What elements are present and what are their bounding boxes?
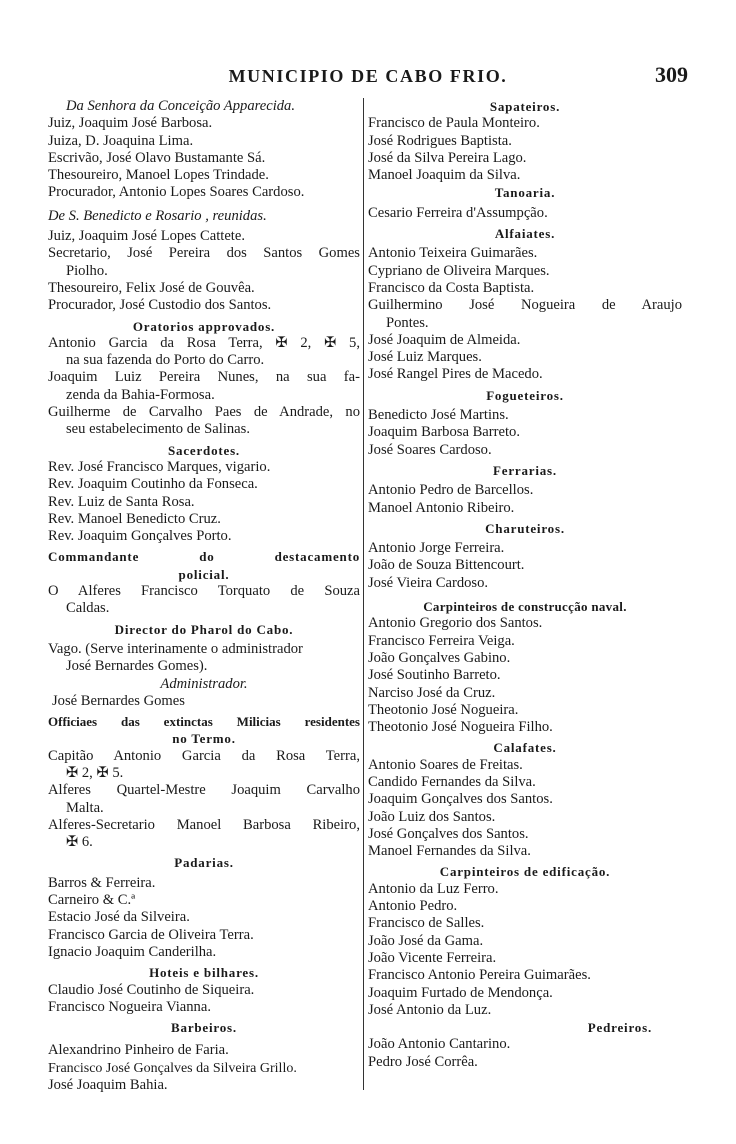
- list-item: Francisco Garcia de Oliveira Terra.: [48, 926, 254, 943]
- heading-milicias-cont: no Termo.: [172, 731, 236, 747]
- list-item: Guilherme de Carvalho Paes de Andrade, no: [48, 404, 360, 421]
- list-item: Antonio Gregorio dos Santos.: [368, 615, 543, 632]
- list-item: Francisco Nogueira Vianna.: [48, 998, 211, 1015]
- list-item: João Gonçalves Gabino.: [368, 649, 511, 666]
- list-item: Theotonio José Nogueira Filho.: [368, 719, 553, 736]
- list-item: Procurador, José Custodio dos Santos.: [48, 297, 272, 314]
- list-item: Francisco da Costa Baptista.: [368, 279, 535, 296]
- list-item: Francisco Ferreira Veiga.: [368, 632, 515, 649]
- list-item: Joaquim Barbosa Barreto.: [368, 424, 520, 441]
- list-item: Rev. Joaquim Coutinho da Fonseca.: [48, 476, 258, 493]
- list-item: Ignacio Joaquim Canderilha.: [48, 943, 217, 960]
- heading-fogueteiros: Fogueteiros.: [486, 387, 564, 403]
- heading-sacerdotes: Sacerdotes.: [168, 442, 240, 458]
- heading-ferrarias: Ferrarias.: [493, 462, 557, 478]
- list-item: Benedicto José Martins.: [368, 407, 509, 424]
- list-item: João de Souza Bittencourt.: [368, 557, 525, 574]
- list-item: Manoel Joaquim da Silva.: [368, 167, 521, 184]
- list-item: Rev. Joaquim Gonçalves Porto.: [48, 528, 232, 545]
- list-item: ✠ 6.: [66, 834, 93, 851]
- list-item: João José da Gama.: [368, 932, 484, 949]
- heading-calafates: Calafates.: [493, 740, 557, 756]
- list-item: Capitão Antonio Garcia da Rosa Terra,: [48, 747, 360, 764]
- list-item: João Antonio Cantarino.: [368, 1036, 511, 1053]
- list-item: Barros & Ferreira.: [48, 874, 156, 891]
- heading-alfaiates: Alfaiates.: [494, 226, 556, 242]
- list-item: Caldas.: [66, 600, 110, 617]
- list-item: José da Silva Pereira Lago.: [368, 149, 527, 166]
- list-item: Piolho.: [66, 262, 108, 279]
- section-title-benedicto: De S. Benedicto e Rosario , reunidas.: [48, 207, 267, 224]
- list-item: Antonio Teixeira Guimarães.: [368, 245, 538, 262]
- list-item: Guilhermino José Nogueira de Araujo: [368, 297, 682, 314]
- list-item: Juiz, Joaquim José Barbosa.: [48, 115, 213, 132]
- list-item: José Rangel Pires de Macedo.: [368, 366, 543, 383]
- list-item: Manoel Fernandes da Silva.: [368, 843, 531, 860]
- list-item: seu estabelecimento de Salinas.: [66, 421, 250, 438]
- list-item: Pedro José Corrêa.: [368, 1053, 478, 1070]
- list-item: Antonio Soares de Freitas.: [368, 756, 523, 773]
- heading-milicias: Officiaes das extinctas Milicias residentes: [48, 714, 360, 730]
- list-item: Joaquim Luiz Pereira Nunes, na sua fa-: [48, 369, 360, 386]
- list-item: José Luiz Marques.: [368, 349, 482, 366]
- heading-commandante: Commandante do destacamento: [48, 549, 360, 565]
- list-item: Joaquim Gonçalves dos Santos.: [368, 791, 553, 808]
- list-item: José Bernardes Gomes).: [66, 658, 208, 675]
- list-item: José Rodrigues Baptista.: [368, 132, 512, 149]
- heading-carpinteiros-edificacao: Carpinteiros de edificação.: [439, 864, 611, 880]
- list-item: Juiz, Joaquim José Lopes Cattete.: [48, 228, 245, 245]
- list-item: Cesario Ferreira d'Assumpção.: [368, 204, 548, 221]
- list-item: Thesoureiro, Manoel Lopes Trindade.: [48, 167, 269, 184]
- list-item: Antonio Pedro.: [368, 898, 458, 915]
- list-item: Joaquim Furtado de Mendonça.: [368, 984, 553, 1001]
- list-item: O Alferes Francisco Torquato de Souza: [48, 583, 360, 600]
- list-item: Francisco Antonio Pereira Guimarães.: [368, 967, 591, 984]
- list-item: José Bernardes Gomes: [52, 692, 185, 709]
- list-item: José Joaquim de Almeida.: [368, 331, 521, 348]
- heading-carpinteiros-naval: Carpinteiros de construcção naval.: [423, 599, 627, 615]
- list-item: Antonio Garcia da Rosa Terra, ✠ 2, ✠ 5,: [48, 334, 360, 351]
- list-item: Narciso José da Cruz.: [368, 684, 496, 701]
- list-item: Francisco de Paula Monteiro.: [368, 115, 540, 132]
- list-item: Antonio da Luz Ferro.: [368, 880, 499, 897]
- page-header: [48, 62, 688, 92]
- list-item: Rev. José Francisco Marques, vigario.: [48, 458, 271, 475]
- list-item: Pontes.: [386, 314, 429, 331]
- heading-charuteiros: Charuteiros.: [485, 520, 565, 536]
- list-item: Theotonio José Nogueira.: [368, 701, 519, 718]
- heading-sapateiros: Sapateiros.: [489, 99, 561, 114]
- right-column: [368, 98, 682, 1071]
- list-item: Escrivão, José Olavo Bustamante Sá.: [48, 149, 266, 166]
- list-item: Rev. Luiz de Santa Rosa.: [48, 493, 195, 510]
- list-item: Antonio Pedro de Barcellos.: [368, 482, 534, 499]
- list-item: Alferes-Secretario Manoel Barbosa Ribeiro,: [48, 816, 360, 833]
- list-item: Francisco José Gonçalves da Silveira Grillo.: [48, 1060, 297, 1076]
- list-item: zenda da Bahia-Formosa.: [66, 386, 215, 403]
- list-item: Procurador, Antonio Lopes Soares Cardoso.: [48, 184, 305, 201]
- list-item: José Soutinho Barreto.: [368, 667, 501, 684]
- column-divider: [363, 98, 364, 1090]
- list-item: Antonio Jorge Ferreira.: [368, 540, 505, 557]
- list-item: Francisco de Salles.: [368, 915, 485, 932]
- list-item: na sua fazenda do Porto do Carro.: [66, 352, 265, 369]
- heading-padarias: Padarias.: [174, 855, 234, 871]
- list-item: João Luiz dos Santos.: [368, 808, 496, 825]
- list-item: Secretario, José Pereira dos Santos Gomes: [48, 245, 360, 262]
- list-item: José Antonio da Luz.: [368, 1001, 492, 1018]
- heading-hoteis: Hoteis e bilhares.: [149, 965, 259, 981]
- list-item: José Vieira Cardoso.: [368, 574, 489, 591]
- list-item: Thesoureiro, Felix José de Gouvêa.: [48, 279, 255, 296]
- heading-commandante-cont: policial.: [178, 566, 230, 582]
- left-column: [48, 98, 360, 1094]
- heading-pedreiros: Pedreiros.: [587, 1020, 652, 1036]
- list-item: Cypriano de Oliveira Marques.: [368, 262, 550, 279]
- list-item: Vago. (Serve interinamente o administrador: [48, 640, 303, 657]
- list-item: Manoel Antonio Ribeiro.: [368, 499, 515, 516]
- list-item: Rev. Manoel Benedicto Cruz.: [48, 510, 221, 527]
- list-item: Malta.: [66, 799, 104, 816]
- list-item: Carneiro & C.ª: [48, 892, 136, 909]
- list-item: Juiza, D. Joaquina Lima.: [48, 132, 194, 149]
- heading-oratorios: Oratorios approvados.: [132, 318, 276, 334]
- list-item: Candido Fernandes da Silva.: [368, 773, 536, 790]
- list-item: Alferes Quartel-Mestre Joaquim Carvalho: [48, 782, 360, 799]
- list-item: José Gonçalves dos Santos.: [368, 825, 529, 842]
- page-number: 309: [655, 62, 688, 87]
- list-item: Alexandrino Pinheiro de Faria.: [48, 1042, 229, 1059]
- subheading-administrador: Administrador.: [160, 675, 248, 692]
- heading-tanoaria: Tanoaria.: [494, 185, 556, 201]
- list-item: Estacio José da Silveira.: [48, 909, 190, 926]
- list-item: João Vicente Ferreira.: [368, 949, 497, 966]
- list-item: Claudio José Coutinho de Siqueira.: [48, 981, 255, 998]
- list-item: José Joaquim Bahia.: [48, 1077, 168, 1094]
- running-title: MUNICIPIO DE CABO FRIO.: [228, 66, 508, 86]
- list-item: José Soares Cardoso.: [368, 441, 492, 458]
- section-title-conceicao: Da Senhora da Conceição Apparecida.: [66, 98, 296, 114]
- list-item: ✠ 2, ✠ 5.: [66, 764, 124, 781]
- heading-barbeiros: Barbeiros.: [171, 1020, 237, 1036]
- heading-pharol: Director do Pharol do Cabo.: [114, 621, 294, 637]
